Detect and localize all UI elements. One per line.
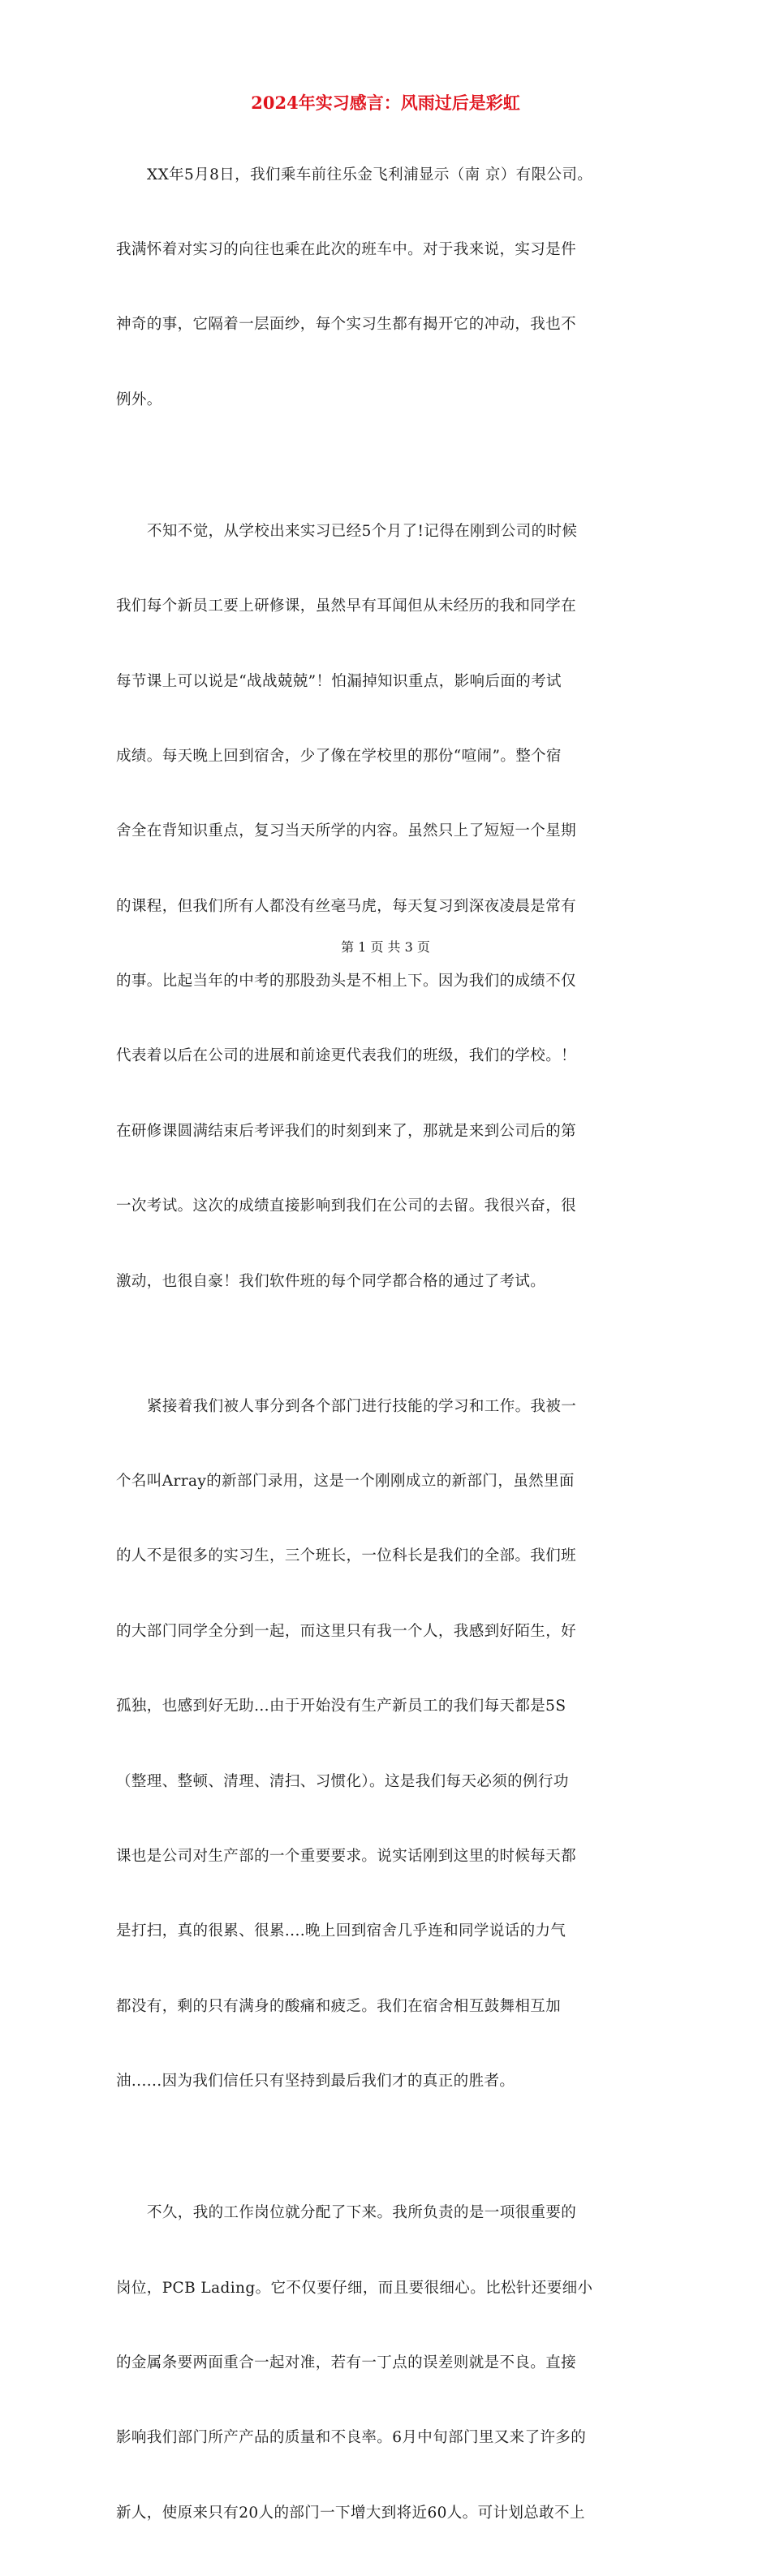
- text-line: 神奇的事，它隔着一层面纱，每个实习生都有揭开它的冲动，我也不: [116, 316, 577, 334]
- text-line: 我们每个新员工要上研修课，虽然早有耳闻但从未经历的我和同学在: [116, 598, 577, 615]
- paragraph-4: [116, 2151, 668, 2576]
- text-line: 孤独，也感到好无助...由于开始没有生产新员工的我们每天都是5S: [116, 1698, 566, 1715]
- text-line: 的事。比起当年的中考的那股劲头是不相上下。因为我们的成绩不仅: [116, 973, 577, 990]
- text-line: 成绩。每天晚上回到宿舍，少了像在学校里的那份“喧闹”。整个宿: [116, 747, 562, 765]
- text-line: 紧接着我们被人事分到各个部门进行技能的学习和工作。我被一: [147, 1397, 577, 1415]
- text-line: 不久，我的工作岗位就分配了下来。我所负责的是一项很重要的: [147, 2204, 577, 2222]
- text-line: 课也是公司对生产部的一个重要要求。说实话刚到这里的时候每天都: [116, 1847, 577, 1865]
- paragraph-3: [116, 1344, 668, 2145]
- text-line: 油......因为我们信任只有坚持到最后我们才的真正的胜者。: [116, 2073, 515, 2091]
- text-line: 影响我们部门所产产品的质量和不良率。6月中旬部门里又来了许多的: [116, 2429, 587, 2447]
- text-line: 在研修课圆满结束后考评我们的时刻到来了，那就是来到公司后的第: [116, 1122, 577, 1140]
- text-line: 的课程，但我们所有人都没有丝毫马虎，每天复习到深夜凌晨是常有: [116, 897, 577, 915]
- text-line: 例外。: [116, 390, 162, 408]
- text-line: 我满怀着对实习的向往也乘在此次的班车中。对于我来说，实习是件: [116, 240, 577, 258]
- text-line: （整理、整顿、清理、清扫、习惯化）。这是我们每天必须的例行功: [116, 1772, 569, 1790]
- text-line: 舍全在背知识重点，复习当天所学的内容。虽然只上了短短一个星期: [116, 822, 577, 840]
- text-line: 的大部门同学全分到一起，而这里只有我一个人，我感到好陌生，好: [116, 1622, 577, 1640]
- text-line: XX年5月8日，我们乘车前往乐金飞利浦显示（南 京）有限公司。: [147, 166, 593, 183]
- paragraph-2: [116, 469, 668, 1344]
- page-footer: 第 1 页 共 3 页: [341, 939, 430, 955]
- document-body: [116, 113, 668, 2576]
- text-line: 个名叫Array的新部门录用，这是一个刚刚成立的新部门，虽然里面: [116, 1473, 575, 1491]
- text-line: 激动，也很自豪！我们软件班的每个同学都合格的通过了考试。: [116, 1272, 546, 1290]
- text-line: 是打扫，真的很累、很累....晚上回到宿舍几乎连和同学说话的力气: [116, 1922, 566, 1940]
- text-line: 新人，使原来只有20人的部门一下增大到将近60人。可计划总敢不上: [116, 2504, 585, 2522]
- text-line: 都没有，剩的只有满身的酸痛和疲乏。我们在宿舍相互鼓舞相互加: [116, 1997, 562, 2015]
- text-line: 代表着以后在公司的进展和前途更代表我们的班级，我们的学校。！: [116, 1047, 577, 1065]
- text-line: 的人不是很多的实习生，三个班长，一位科长是我们的全部。我们班: [116, 1547, 577, 1565]
- text-line: 每节课上可以说是“战战兢兢”！怕漏掉知识重点，影响后面的考试: [116, 672, 562, 690]
- text-line: 一次考试。这次的成绩直接影响到我们在公司的去留。我很兴奋，很: [116, 1197, 577, 1215]
- text-line: 不知不觉，从学校出来实习已经5个月了!记得在刚到公司的时候: [147, 522, 578, 540]
- text-line: 岗位，PCB Lading。它不仅要仔细，而且要很细心。比松针还要细小: [116, 2279, 593, 2297]
- paragraph-1: [116, 113, 668, 463]
- text-line: 的金属条要两面重合一起对准，若有一丁点的误差则就是不良。直接: [116, 2354, 577, 2371]
- document-title: 2024年实习感言：风雨过后是彩虹: [251, 93, 520, 113]
